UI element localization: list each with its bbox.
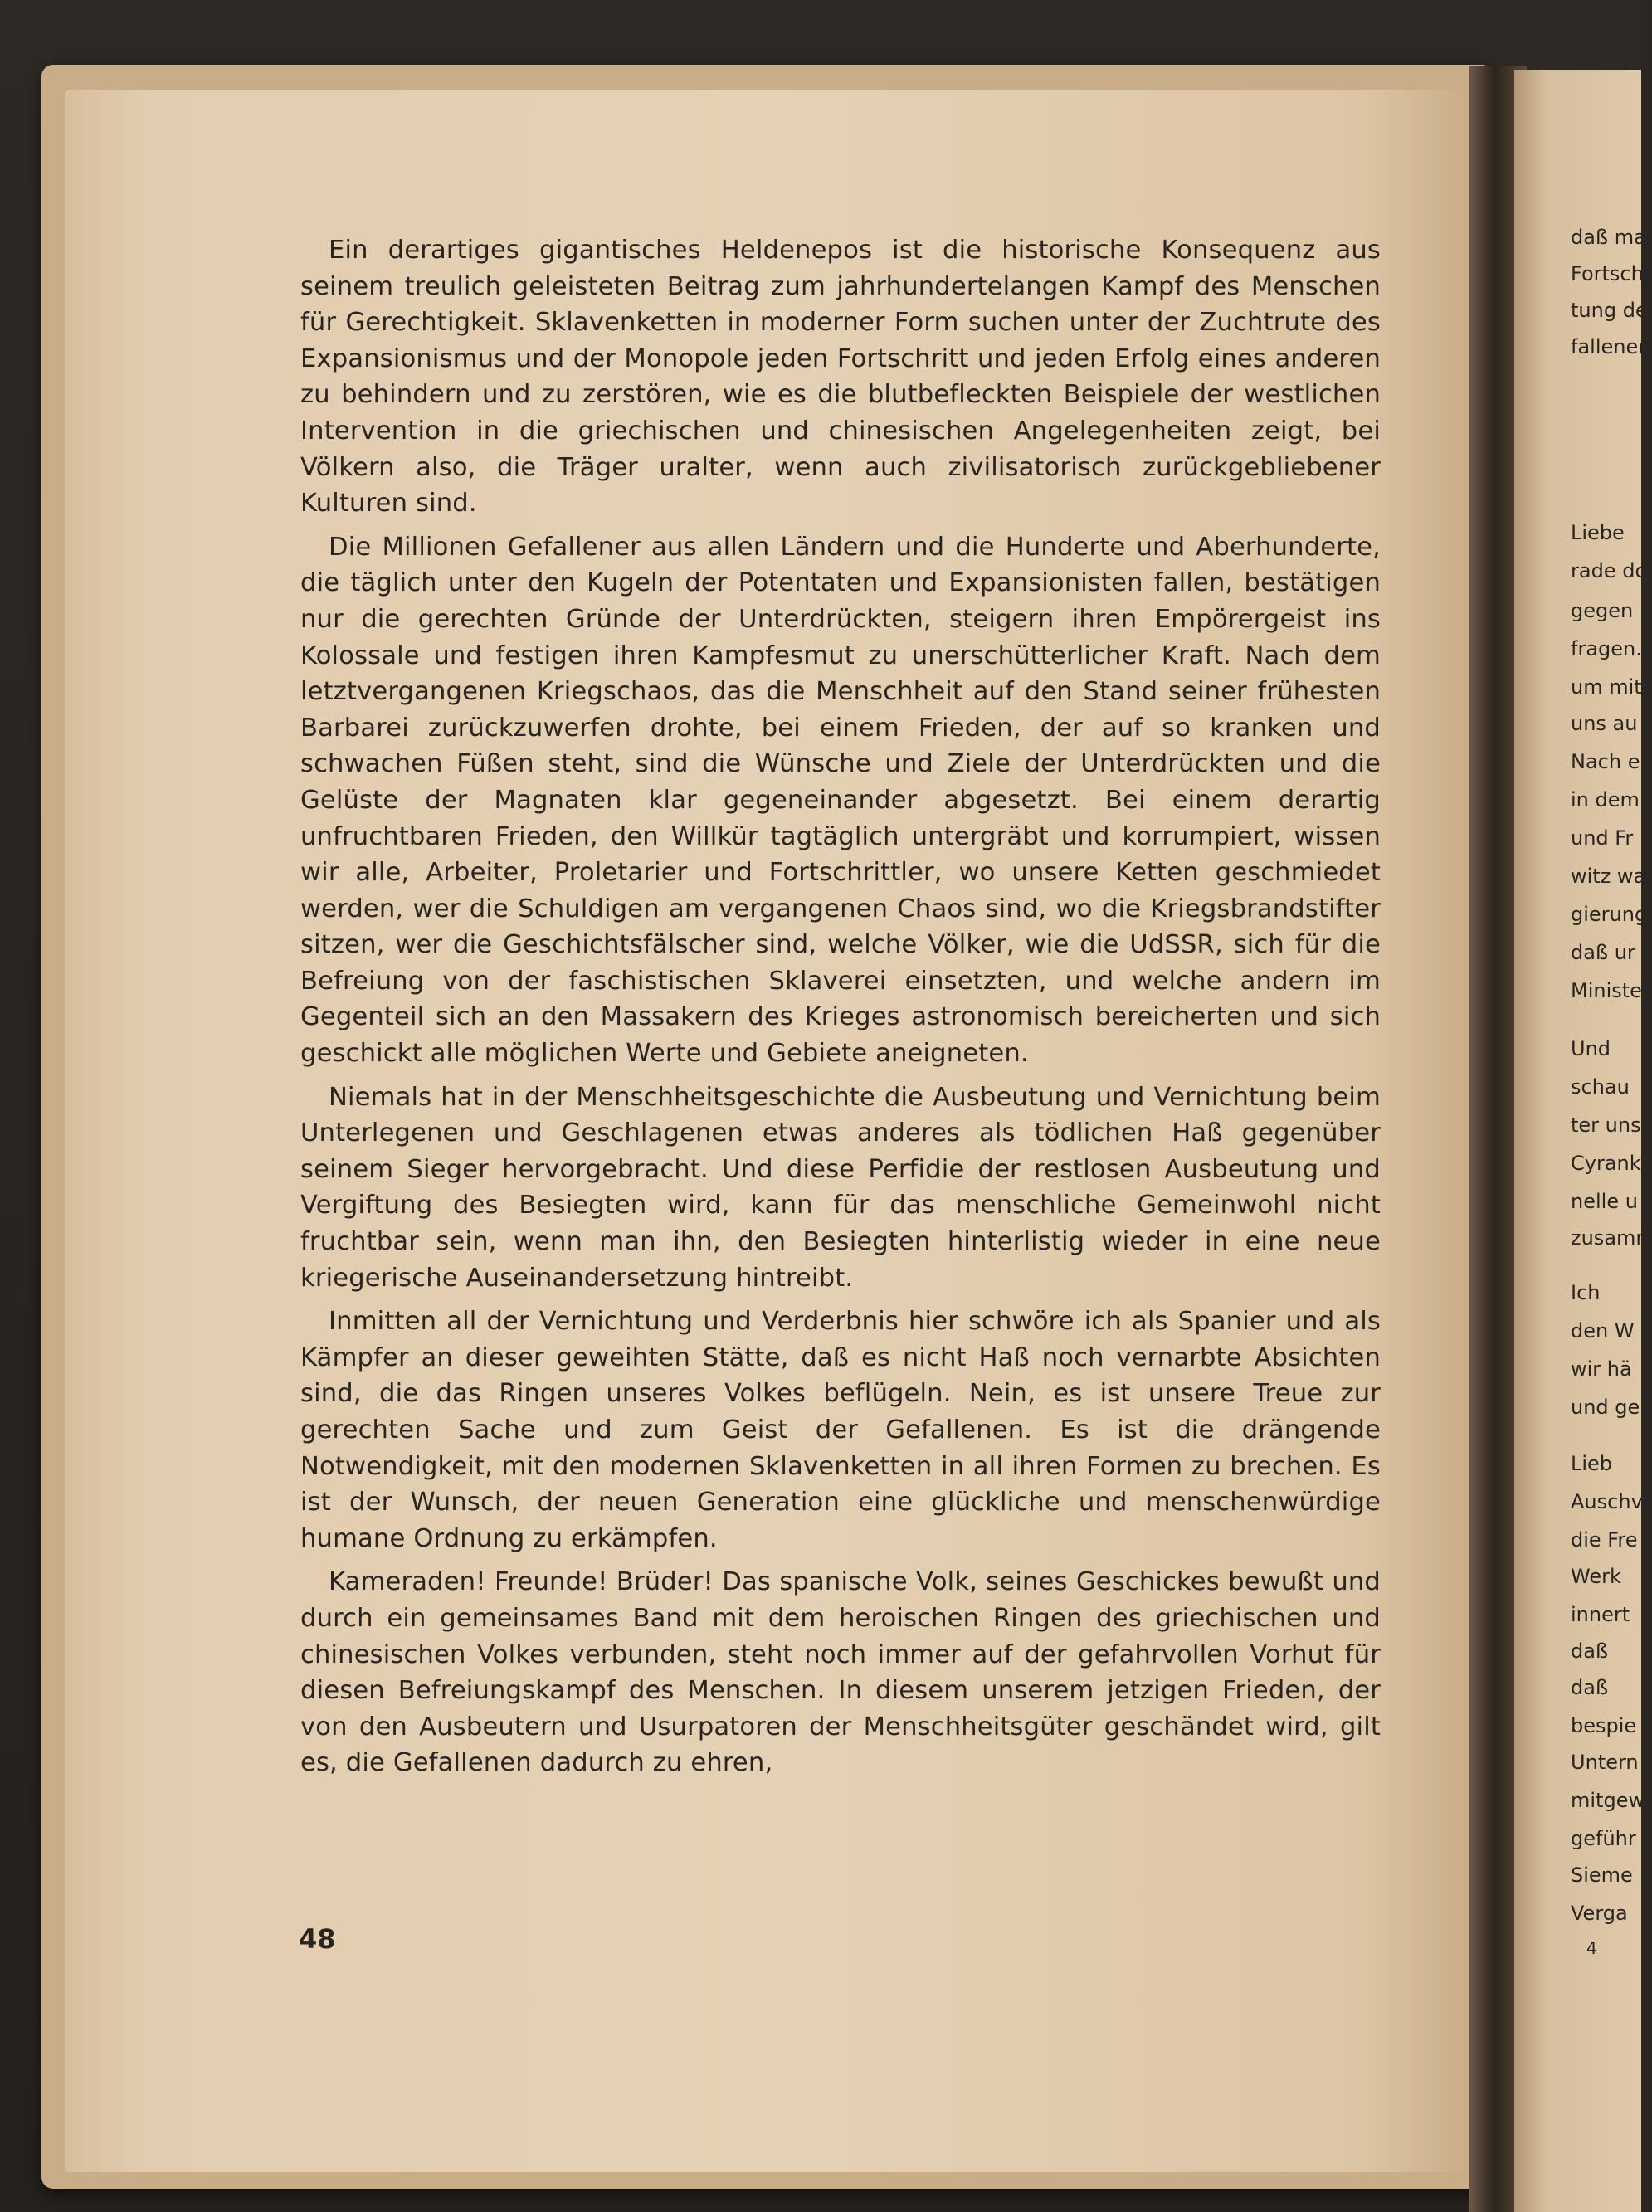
right-page-fragment: Fortschr [1571,262,1652,285]
right-page-fragment: geführ [1571,1827,1636,1850]
right-page-fragment: die Fre [1571,1528,1638,1552]
right-page-fragment: Ministe [1571,979,1642,1002]
page-number: 48 [299,1923,336,1955]
paragraph: Niemals hat in der Menschheitsgeschichte die Ausbeutung und Vernichtung beim Unterlegenen und Geschlagenen etwas anderes als tödlichen Haß gegenüber seinem Sieger hervorgebracht. Und diese Perfidie der restlosen Ausbeutung und Vergiftung des Besiegten wird, kann für das menschliche Gemeinwohl nicht fruchtbar sein, wenn man ihn, den Besiegten hinterlistig wieder in eine neue kriegerische Auseinandersetzung hintreibt. [300,1082,1381,1293]
right-page-fragment: Untern [1571,1751,1639,1774]
right-page-fragment: daß ur [1571,941,1635,964]
right-page-fragment: schau [1571,1075,1630,1099]
right-page-fragment: nelle u [1571,1190,1638,1213]
right-page-fragment: bespie [1571,1714,1637,1737]
right-page-fragment: gegen [1571,599,1634,622]
right-page-fragment: tung de [1571,299,1648,322]
right-page-fragment: und ge [1571,1396,1640,1419]
right-page-fragment: Und [1571,1037,1611,1060]
right-page-fragment: zusamr [1571,1226,1645,1250]
paragraph: Inmitten all der Vernichtung und Verderbnis hier schwöre ich als Spanier und als Kämpfer an dieser geweihten Stätte, daß es nicht Haß noch vernarbte Absichten sind, die das Ringen unseres Volkes beflügeln. Nein, es ist unsere Treue zur gerechten Sache und zum Geist der Gefallenen. Es ist die drängende Notwendigkeit, mit den modernen Sklavenketten in all ihren Formen zu brechen. Es ist der Wunsch, der neuen Generation eine glückliche und menschenwürdige humane Ordnung zu erkämpfen. [300,1307,1381,1553]
right-page-fragment: ter uns [1571,1113,1641,1137]
right-page-fragment: Ich [1571,1281,1601,1304]
right-page-fragment: um mit [1571,675,1642,699]
right-page-fragment: Auschv [1571,1490,1643,1513]
right-page-fragment: Nach e [1571,750,1640,773]
right-page-fragment: fragen. [1571,637,1642,660]
right-page-fragment: daß ma [1571,226,1646,249]
right-page-fragment: den W [1571,1319,1635,1342]
right-page-fragment: rade do [1571,559,1648,582]
right-page-fragment: witz wa [1571,865,1646,888]
right-page-number: 4 [1586,1938,1597,1958]
body-text [300,232,1381,1789]
paragraph: Ein derartiges gigantisches Heldenepos ist die historische Konsequenz aus seinem treulich geleisteten Beitrag zum jahrhundertelangen Kampf des Menschen für Gerechtigkeit. Sklavenketten in moderner Form suchen unter der Zuchtrute des Expansionismus und der Monopole jeden Fortschritt und jeden Erfolg eines anderen zu behindern und zu zerstören, wie es die blutbefleckten Beispiele der westlichen Intervention in die griechischen und chinesischen Angelegenheiten zeigt, bei Völkern also, die Träger uralter, wenn auch zivilisatorisch zurückgebliebener Kulturen sind. [300,236,1381,519]
paragraph: Kameraden! Freunde! Brüder! Das spanische Volk, seines Geschickes bewußt und durch ein gemeinsames Band mit dem heroischen Ringen des griechischen und chinesischen Volkes verbunden, steht noch immer auf der gefahrvollen Vorhut für diesen Befreiungskampf des Menschen. In diesem unserem jetzigen Frieden, der von den Ausbeutern und Usurpatoren der Menschheitsgüter geschändet wird, gilt es, die Gefallenen dadurch zu ehren, [300,1567,1381,1778]
right-page-fragment: daß [1571,1676,1609,1699]
right-page-fragment: wir hä [1571,1357,1632,1381]
right-page-fragment: in dem [1571,788,1640,811]
right-page-fragment: fallener [1571,335,1647,358]
right-page-fragment: uns au [1571,712,1638,735]
right-page-fragment: innert [1571,1603,1630,1626]
right-page-fragment: daß [1571,1640,1609,1663]
right-page-fragment: mitgew [1571,1789,1645,1812]
right-page-text-fragments [1571,0,1652,2212]
right-page-fragment: Lieb [1571,1452,1613,1475]
right-page-fragment: und Fr [1571,826,1634,850]
right-page-fragment: Cyrank [1571,1152,1641,1175]
right-page-fragment: Werk [1571,1565,1621,1588]
right-page-fragment: Sieme [1571,1864,1633,1887]
right-page-fragment: gierung [1571,903,1648,926]
paragraph: Die Millionen Gefallener aus allen Ländern und die Hunderte und Aberhunderte, die täglich unter den Kugeln der Potentaten und Expansionisten fallen, bestätigen nur die gerechten Gründe der Unterdrückten, steigern ihren Empörergeist ins Kolossale und festigen ihren Kampfesmut zu unerschütterlicher Kraft. Nach dem letztvergangenen Kriegschaos, das die Menschheit auf den Stand seiner frühesten Barbarei zurückzuwerfen drohte, bei einem Frieden, der auf so kranken und schwachen Füßen steht, sind die Wünsche und Ziele der Unterdrückten und die Gelüste der Magnaten klar gegeneinander abgesetzt. Bei einem derartig unfruchtbaren Frieden, den Willkür tagtäglich untergräbt und korrumpiert, wissen wir alle, Arbeiter, Proletarier und Fortschrittler, wo unsere Ketten geschmiedet werden, wer die Schuldigen am vergangenen Chaos sind, wo die Kriegsbrandstifter sitzen, wer die Geschichtsfälscher sind, welche Völker, wie die UdSSR, sich für die Befreiung von der faschistischen Sklaverei einsetzten, und welche andern im Gegenteil sich an den Massakern des Krieges astronomisch bereicherten und sich geschickt alle möglichen Werte und Gebiete aneigneten. [300,532,1381,1069]
right-page-fragment: Verga [1571,1902,1628,1925]
right-page-fragment: Liebe [1571,521,1625,544]
